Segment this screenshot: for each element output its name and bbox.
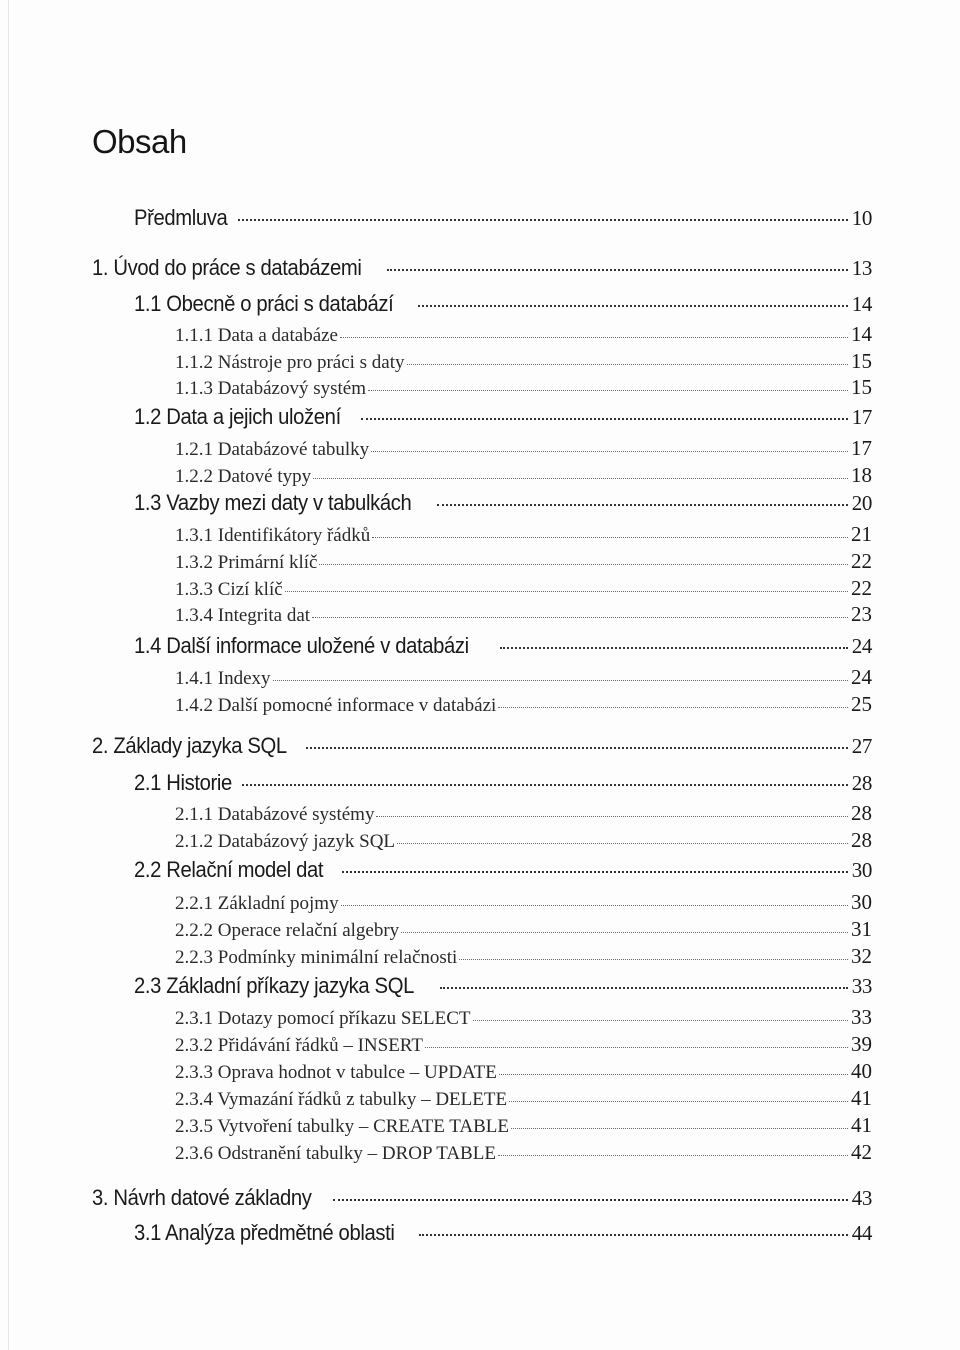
toc-entry-title: Předmluva bbox=[134, 205, 228, 230]
toc-entry bbox=[175, 890, 872, 915]
toc-entry-page-number: 24 bbox=[851, 634, 872, 658]
toc-entry-page-number: 13 bbox=[851, 256, 872, 280]
toc-entry-page-number: 14 bbox=[851, 322, 872, 346]
dot-leader bbox=[498, 1155, 848, 1156]
toc-entry bbox=[134, 404, 872, 430]
toc-entry-page-number: 33 bbox=[851, 1005, 872, 1029]
toc-entry-page-number: 27 bbox=[851, 734, 872, 758]
toc-entry-title: 2.3.4 Vymazání řádků z tabulky – DELETE bbox=[175, 1089, 508, 1110]
toc-entry bbox=[134, 973, 872, 999]
toc-entry-title: 2. Základy jazyka SQL bbox=[92, 733, 287, 758]
toc-entry-page-number: 21 bbox=[851, 522, 872, 546]
dot-leader bbox=[368, 390, 848, 391]
toc-entry bbox=[134, 1220, 872, 1246]
toc-entry-title: 1.3.2 Primární klíč bbox=[175, 552, 318, 573]
toc-entry bbox=[175, 576, 872, 601]
toc-entry-title: 2.3.2 Přidávání řádků – INSERT bbox=[175, 1035, 423, 1056]
dot-leader bbox=[242, 784, 848, 786]
toc-entry-title: 2.1.2 Databázový jazyk SQL bbox=[175, 831, 396, 852]
toc-entry bbox=[134, 857, 872, 883]
toc-entry-title: 1.2 Data a jejich uložení bbox=[134, 404, 341, 429]
toc-entry-page-number: 44 bbox=[851, 1221, 872, 1245]
toc-entry-page-number: 42 bbox=[851, 1140, 872, 1164]
toc-entry-page-number: 33 bbox=[851, 974, 872, 998]
toc-entry-page-number: 20 bbox=[851, 491, 872, 515]
toc-entry bbox=[134, 633, 872, 659]
toc-entry bbox=[134, 770, 872, 796]
dot-leader bbox=[440, 987, 848, 989]
toc-entry bbox=[175, 1005, 872, 1030]
toc-entry bbox=[175, 1113, 872, 1138]
toc-entry-title: 2.1 Historie bbox=[134, 770, 232, 795]
toc-entry-page-number: 23 bbox=[851, 602, 872, 626]
toc-entry-title: 1.1.3 Databázový systém bbox=[175, 378, 367, 399]
toc-entry-title: 3.1 Analýza předmětné oblasti bbox=[134, 1220, 395, 1245]
toc-entry bbox=[175, 349, 872, 374]
toc-entry-page-number: 10 bbox=[851, 206, 872, 230]
toc-entry-page-number: 22 bbox=[851, 549, 872, 573]
toc-entry bbox=[175, 944, 872, 969]
toc-entry-page-number: 22 bbox=[851, 576, 872, 600]
dot-leader bbox=[341, 905, 848, 906]
toc-entry-page-number: 28 bbox=[851, 771, 872, 795]
dot-leader bbox=[372, 537, 848, 538]
toc-entry bbox=[175, 1140, 872, 1165]
dot-leader bbox=[473, 1020, 849, 1021]
toc-entry bbox=[175, 1086, 872, 1111]
toc-entry bbox=[175, 828, 872, 853]
toc-entry-page-number: 24 bbox=[851, 665, 872, 689]
toc-entry-title: 1.3.3 Cizí klíč bbox=[175, 579, 283, 600]
page-edge bbox=[8, 0, 9, 1350]
dot-leader bbox=[500, 647, 848, 649]
toc-entry-title: 1.1.2 Nástroje pro práci s daty bbox=[175, 352, 405, 373]
toc-entry bbox=[92, 1185, 872, 1211]
toc-entry-title: 3. Návrh datové základny bbox=[92, 1185, 312, 1210]
toc-entry bbox=[175, 322, 872, 347]
dot-leader bbox=[361, 418, 848, 420]
dot-leader bbox=[376, 816, 848, 817]
toc-entry-title: 2.2 Relační model dat bbox=[134, 857, 324, 882]
toc-entry-page-number: 18 bbox=[851, 463, 872, 487]
toc-entry-title: 1.1.1 Data a databáze bbox=[175, 325, 338, 346]
toc-entry-title: 1.3.4 Integrita dat bbox=[175, 605, 311, 626]
dot-leader bbox=[340, 337, 848, 338]
dot-leader bbox=[418, 305, 848, 307]
toc-entry-page-number: 31 bbox=[851, 917, 872, 941]
toc-entry-title: 2.2.2 Operace relační algebry bbox=[175, 920, 400, 941]
toc-entry bbox=[175, 436, 872, 461]
toc-entry-page-number: 17 bbox=[851, 405, 872, 429]
toc-entry-page-number: 30 bbox=[851, 890, 872, 914]
toc-entry-page-number: 39 bbox=[851, 1032, 872, 1056]
toc-entry bbox=[175, 1032, 872, 1057]
dot-leader bbox=[407, 364, 848, 365]
toc-entry-title: 1.2.1 Databázové tabulky bbox=[175, 439, 370, 460]
toc-entry bbox=[92, 255, 872, 281]
dot-leader bbox=[306, 747, 848, 749]
toc-entry bbox=[134, 291, 872, 317]
toc-entry-title: 1.4.2 Další pomocné informace v databázi bbox=[175, 695, 497, 716]
toc-entry-title: 1. Úvod do práce s databázemi bbox=[92, 255, 362, 280]
dot-leader bbox=[371, 451, 848, 452]
toc-entry bbox=[175, 463, 872, 488]
toc-entry bbox=[134, 490, 872, 516]
dot-leader bbox=[342, 871, 848, 873]
dot-leader bbox=[419, 1234, 848, 1236]
toc-entry-page-number: 43 bbox=[851, 1186, 872, 1210]
toc-entry-title: 1.4 Další informace uložené v databázi bbox=[134, 633, 469, 658]
toc-entry bbox=[175, 522, 872, 547]
dot-leader bbox=[238, 219, 848, 221]
toc-heading: Obsah bbox=[92, 123, 187, 160]
toc-entry bbox=[134, 205, 872, 231]
toc-entry-title: 1.2.2 Datové typy bbox=[175, 466, 312, 487]
toc-entry bbox=[175, 549, 872, 574]
toc-entry bbox=[175, 375, 872, 400]
toc-entry-title: 2.3.1 Dotazy pomocí příkazu SELECT bbox=[175, 1008, 471, 1029]
toc-entry bbox=[175, 801, 872, 826]
toc-entry-title: 2.3.5 Vytvoření tabulky – CREATE TABLE bbox=[175, 1116, 509, 1137]
toc-entry-page-number: 30 bbox=[851, 858, 872, 882]
toc-entry-page-number: 25 bbox=[851, 692, 872, 716]
dot-leader bbox=[401, 932, 848, 933]
toc-entry-title: 1.1 Obecně o práci s databází bbox=[134, 291, 394, 316]
toc-entry-title: 2.1.1 Databázové systémy bbox=[175, 804, 375, 825]
dot-leader bbox=[285, 591, 848, 592]
toc-entry-page-number: 41 bbox=[851, 1086, 872, 1110]
dot-leader bbox=[509, 1101, 848, 1102]
toc-entry-title: 2.3.6 Odstranění tabulky – DROP TABLE bbox=[175, 1143, 496, 1164]
dot-leader bbox=[498, 707, 848, 708]
toc-entry-page-number: 28 bbox=[851, 828, 872, 852]
dot-leader bbox=[459, 959, 848, 960]
dot-leader bbox=[511, 1128, 848, 1129]
dot-leader bbox=[333, 1199, 848, 1201]
dot-leader bbox=[437, 504, 848, 506]
toc-entry bbox=[175, 1059, 872, 1084]
toc-entry bbox=[175, 602, 872, 627]
toc-entry bbox=[175, 692, 872, 717]
dot-leader bbox=[397, 843, 848, 844]
toc-entry-page-number: 17 bbox=[851, 436, 872, 460]
dot-leader bbox=[273, 680, 848, 681]
toc-entry-page-number: 15 bbox=[851, 349, 872, 373]
toc-entry-page-number: 41 bbox=[851, 1113, 872, 1137]
dot-leader bbox=[312, 617, 848, 618]
toc-entry-title: 1.3.1 Identifikátory řádků bbox=[175, 525, 371, 546]
dot-leader bbox=[319, 564, 848, 565]
toc-entry-title: 1.4.1 Indexy bbox=[175, 668, 271, 689]
toc-entry bbox=[175, 665, 872, 690]
toc-entry-title: 1.3 Vazby mezi daty v tabulkách bbox=[134, 490, 412, 515]
toc-entry-page-number: 32 bbox=[851, 944, 872, 968]
toc-entry-page-number: 40 bbox=[851, 1059, 872, 1083]
toc-entry-title: 2.3 Základní příkazy jazyka SQL bbox=[134, 973, 414, 998]
toc-entry-title: 2.2.1 Základní pojmy bbox=[175, 893, 339, 914]
dot-leader bbox=[313, 478, 848, 479]
toc-entry-title: 2.2.3 Podmínky minimální relačnosti bbox=[175, 947, 458, 968]
toc-entry-page-number: 28 bbox=[851, 801, 872, 825]
toc-entry-title: 2.3.3 Oprava hodnot v tabulce – UPDATE bbox=[175, 1062, 497, 1083]
toc-entry bbox=[175, 917, 872, 942]
toc-entry-page-number: 14 bbox=[851, 292, 872, 316]
dot-leader bbox=[499, 1074, 848, 1075]
toc-entry-page-number: 15 bbox=[851, 375, 872, 399]
dot-leader bbox=[425, 1047, 848, 1048]
toc-entry bbox=[92, 733, 872, 759]
dot-leader bbox=[387, 269, 848, 271]
